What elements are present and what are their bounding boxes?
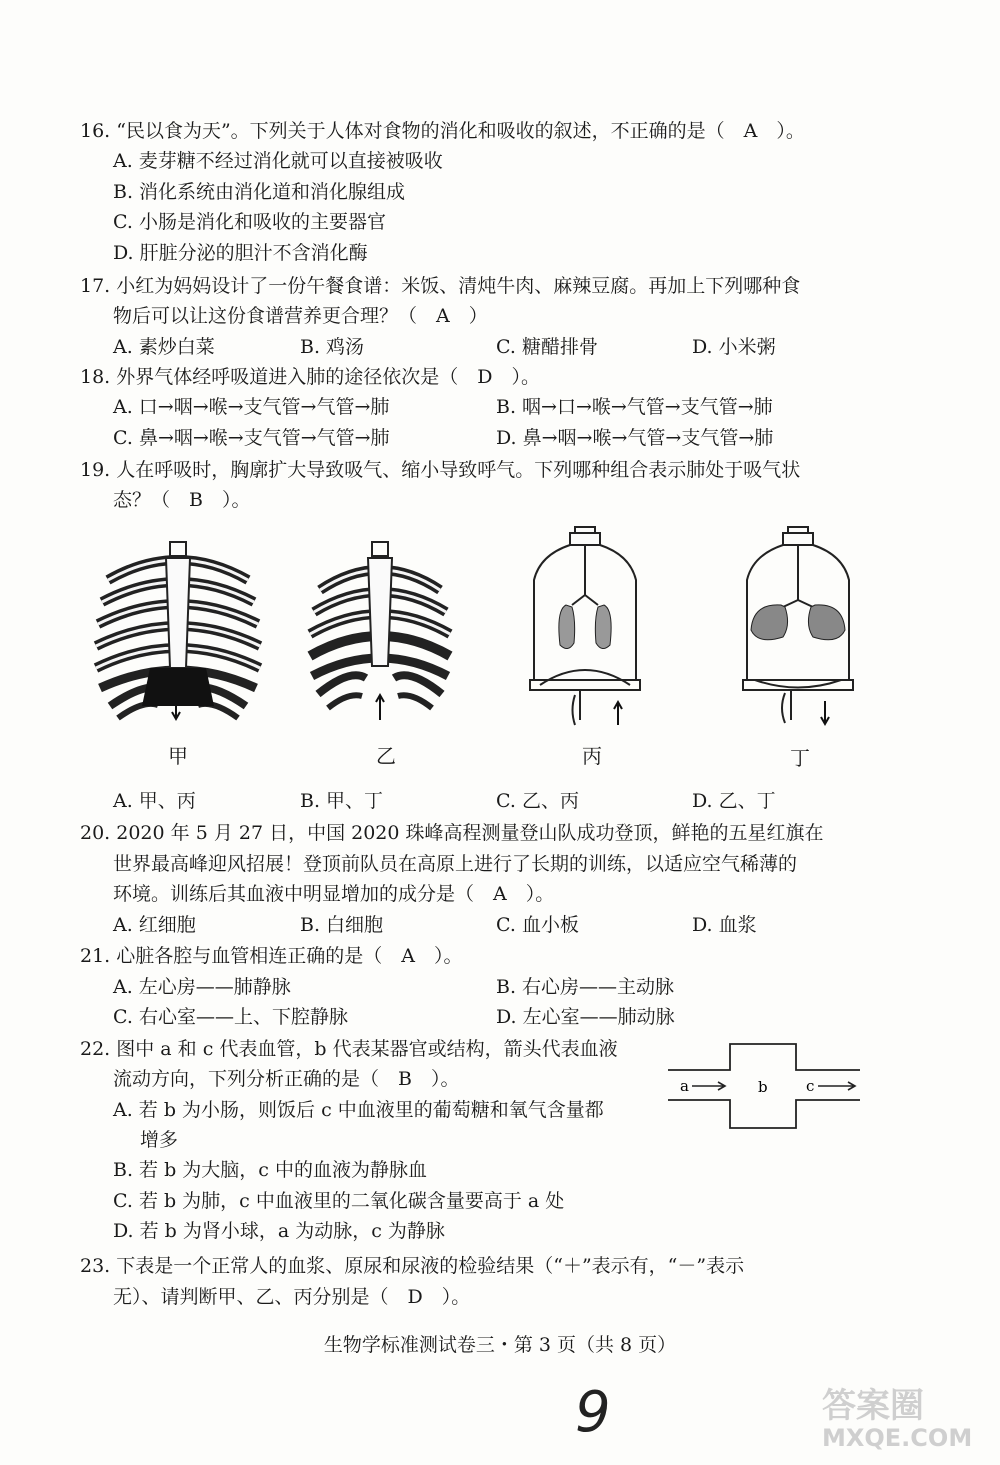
q20-stem-line1: 20. 2020 年 5 月 27 日，中国 2020 珠峰高程测量登山队成功登顶，鲜艳的五星红旗在 [80,822,824,844]
diagram-label-c: c [806,1077,815,1095]
q20-option-a: A. 红细胞 [113,914,196,936]
q16-option-d: D. 肝脏分泌的胆汁不含消化酶 [113,242,368,264]
q20-option-c: C. 血小板 [496,914,579,936]
q22-option-a-line1: A. 若 b 为小肠，则饭后 c 中血液里的葡萄糖和氧气含量都 [113,1099,604,1121]
q23-stem-line1: 23. 下表是一个正常人的血浆、原尿和尿液的检验结果（“＋”表示有，“－”表示 [80,1255,745,1277]
q22-option-d: D. 若 b 为肾小球，a 为动脉，c 为静脉 [113,1220,445,1242]
q20-option-b: B. 白细胞 [300,914,384,936]
page-footer: 生物学标准测试卷三・第 3 页（共 8 页） [323,1334,677,1356]
q16-stem: 16. “民以食为天”。下列关于人体对食物的消化和吸收的叙述，不正确的是（ A ）。 [80,120,805,142]
q17-option-c: C. 糖醋排骨 [496,336,598,358]
q16-option-c: C. 小肠是消化和吸收的主要器官 [113,211,386,233]
figure-label-bing: 丙 [582,744,602,768]
q18-option-c: C. 鼻→咽→喉→支气管→气管→肺 [113,427,390,449]
blood-flow-diagram [668,1040,860,1135]
figure-label-jia: 甲 [168,744,188,768]
q21-option-c: C. 右心室——上、下腔静脉 [113,1006,348,1028]
q17-stem-line2: 物后可以让这份食谱营养更合理？（ A ） [113,305,488,327]
bell-jar-bing-figure [520,525,650,730]
q17-stem-line1: 17. 小红为妈妈设计了一份午餐食谱：米饭、清炖牛肉、麻辣豆腐。再加上下列哪种食 [80,275,801,297]
q19-stem-line1: 19. 人在呼吸时，胸廓扩大导致吸气、缩小导致呼气。下列哪种组合表示肺处于吸气状 [80,459,801,481]
q16-option-a: A. 麦芽糖不经过消化就可以直接被吸收 [113,150,443,172]
q22-stem-line1: 22. 图中 a 和 c 代表血管，b 代表某器官或结构，箭头代表血液 [80,1038,618,1060]
q20-option-d: D. 血浆 [692,914,757,936]
watermark-url: MXQE.COM [822,1424,973,1452]
q19-option-b: B. 甲、丁 [300,790,384,812]
diagram-label-a: a [680,1077,689,1095]
diagram-label-b: b [758,1078,768,1096]
figure-label-ding: 丁 [790,746,810,770]
q17-option-d: D. 小米粥 [692,336,776,358]
rib-cage-jia-figure [88,540,268,725]
q19-option-c: C. 乙、丙 [496,790,579,812]
q18-stem: 18. 外界气体经呼吸道进入肺的途径依次是（ D ）。 [80,366,540,388]
watermark-logo: 答案圈 [822,1386,924,1426]
q22-option-c: C. 若 b 为肺，c 中血液里的二氧化碳含量要高于 a 处 [113,1190,565,1212]
q17-option-a: A. 素炒白菜 [113,336,215,358]
q21-stem: 21. 心脏各腔与血管相连正确的是（ A ）。 [80,945,463,967]
q22-option-a-line2: 增多 [140,1129,179,1151]
q20-stem-line2: 世界最高峰迎风招展！登顶前队员在高原上进行了长期的训练，以适应空气稀薄的 [113,853,798,875]
q23-stem-line2: 无）、请判断甲、乙、丙分别是（ D ）。 [113,1286,471,1308]
rib-cage-yi-figure [300,540,460,725]
q19-option-d: D. 乙、丁 [692,790,776,812]
q22-stem-line2: 流动方向，下列分析正确的是（ B ）。 [113,1068,460,1090]
q19-option-a: A. 甲、丙 [113,790,196,812]
q20-stem-line3: 环境。训练后其血液中明显增加的成分是（ A ）。 [113,883,555,905]
q16-option-b: B. 消化系统由消化道和消化腺组成 [113,181,406,203]
q18-option-a: A. 口→咽→喉→支气管→气管→肺 [113,396,390,418]
handwritten-page-number: 9 [575,1380,611,1445]
q21-option-d: D. 左心室——肺动脉 [496,1006,675,1028]
q19-stem-line2: 态？（ B ）。 [113,489,251,511]
q21-option-a: A. 左心房——肺静脉 [113,976,291,998]
bell-jar-ding-figure [733,525,863,730]
q18-option-b: B. 咽→口→喉→气管→支气管→肺 [496,396,773,418]
q18-option-d: D. 鼻→咽→喉→气管→支气管→肺 [496,427,774,449]
q22-option-b: B. 若 b 为大脑，c 中的血液为静脉血 [113,1159,427,1181]
q17-option-b: B. 鸡汤 [300,336,365,358]
q21-option-b: B. 右心房——主动脉 [496,976,675,998]
figure-label-yi: 乙 [376,744,396,768]
